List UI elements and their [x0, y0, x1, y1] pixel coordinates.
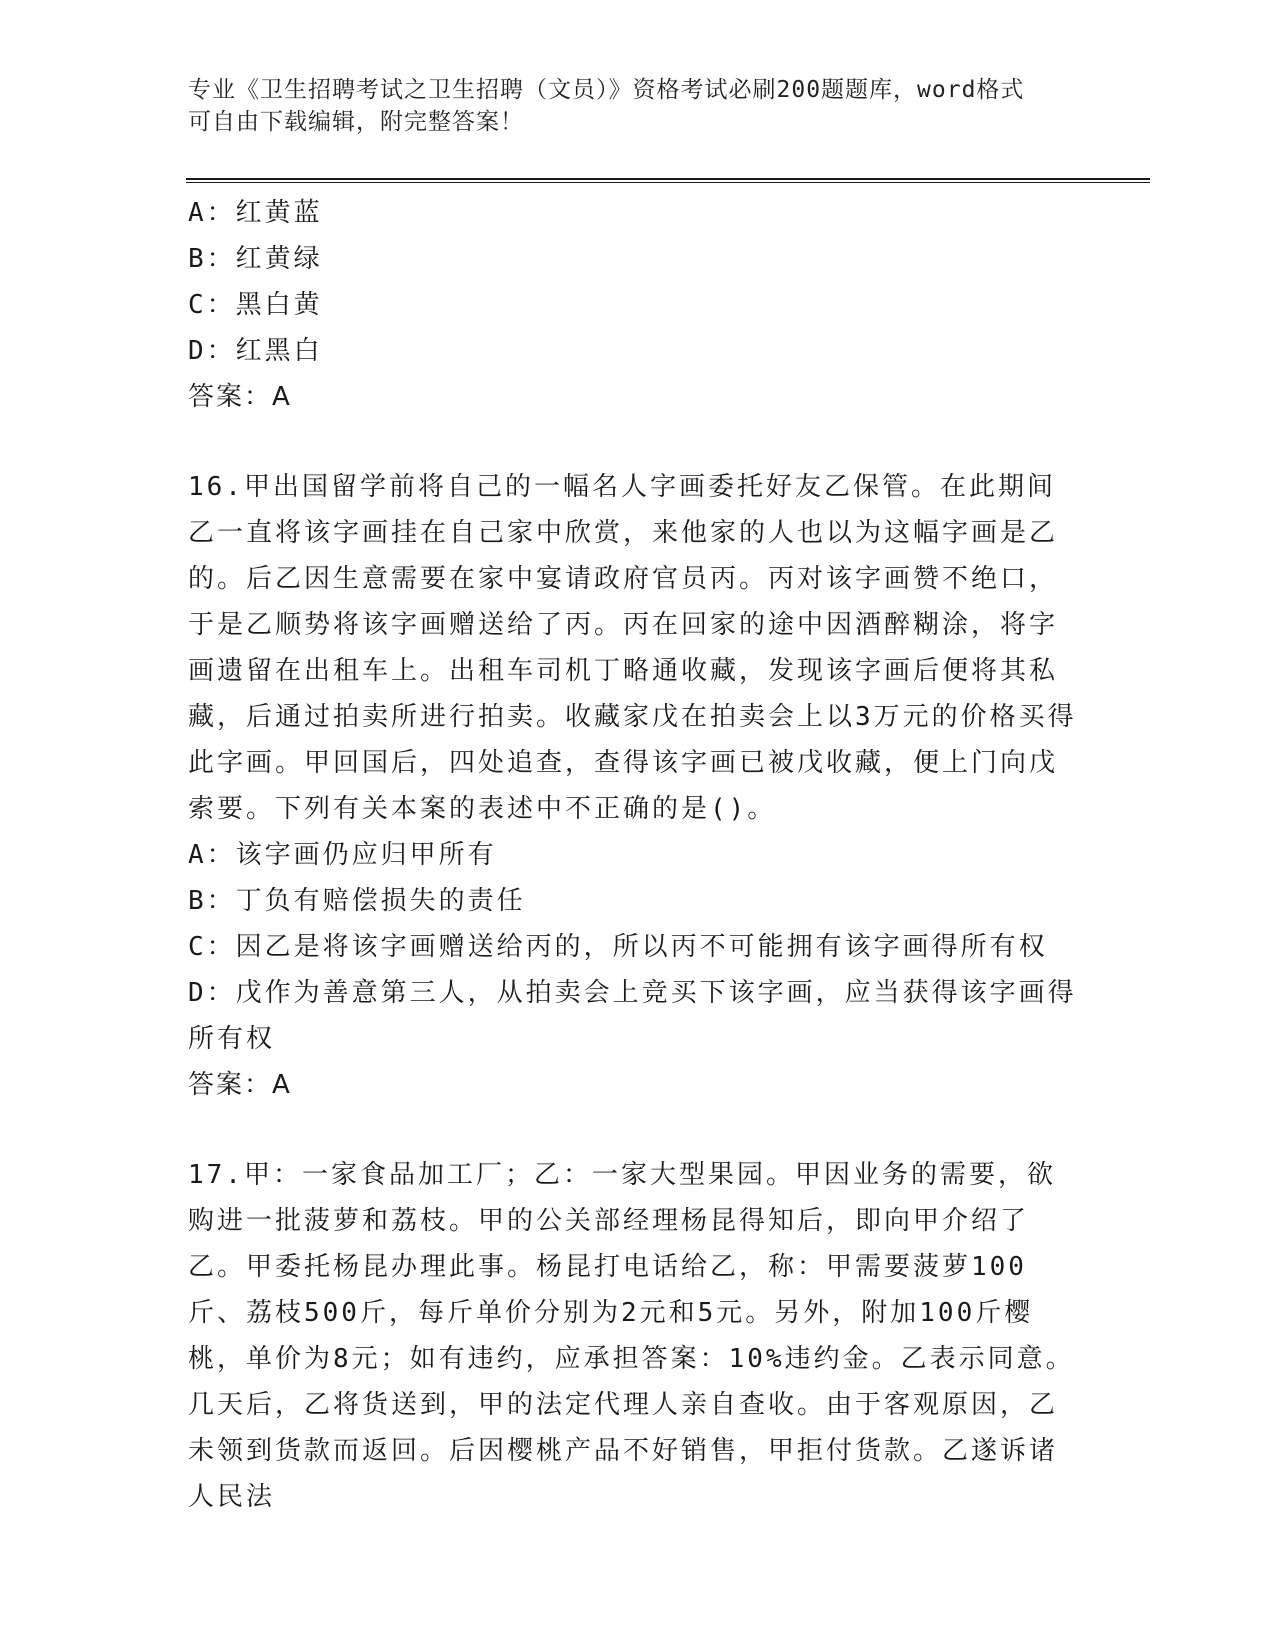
document-body — [188, 190, 1078, 1520]
q15-answer: 答案：A — [188, 382, 292, 412]
q17-stem: 17.甲：一家食品加工厂；乙：一家大型果园。甲因业务的需要，欲购进一批菠萝和荔枝。甲的公关部经理杨昆得知后，即向甲介绍了乙。甲委托杨昆办理此事。杨昆打电话给乙，称：甲需要菠萝100斤、荔枝500斤，每斤单价分别为2元和5元。另外，附加100斤樱桃，单价为8元；如有违约，应承担答案：10%违约金。乙表示同意。几天后，乙将货送到，甲的法定代理人亲自查收。由于客观原因，乙未领到货款而返回。后因樱桃产品不好销售，甲拒付货款。乙遂诉诸人民法 — [188, 1160, 1075, 1512]
header-divider-thick — [186, 178, 1150, 180]
spacer — [188, 1108, 1078, 1152]
q16-option-a: A：该字画仍应归甲所有 — [188, 840, 497, 870]
q16-option-b: B：丁负有赔偿损失的责任 — [188, 886, 526, 916]
q15-option-c: C：黑白黄 — [188, 290, 323, 320]
q16-option-d: D：戊作为善意第三人，从拍卖会上竞买下该字画，应当获得该字画得所有权 — [188, 978, 1077, 1054]
q15-option-a: A：红黄蓝 — [188, 198, 323, 228]
header-line-1: 专业《卫生招聘考试之卫生招聘（文员）》资格考试必刷200题题库，word格式 — [188, 77, 1025, 103]
header-divider-thin — [186, 182, 1150, 183]
q16-stem: 16.甲出国留学前将自己的一幅名人字画委托好友乙保管。在此期间乙一直将该字画挂在自己家中欣赏，来他家的人也以为这幅字画是乙的。后乙因生意需要在家中宴请政府官员丙。丙对该字画赞不绝口，于是乙顺势将该字画赠送给了丙。丙在回家的途中因酒醉糊涂，将字画遗留在出租车上。出租车司机丁略通收藏，发现该字画后便将其私藏，后通过拍卖所进行拍卖。收藏家戊在拍卖会上以3万元的价格买得此字画。甲回国后，四处追查，查得该字画已被戊收藏，便上门向戊索要。下列有关本案的表述中不正确的是()。 — [188, 472, 1077, 824]
q16-answer: 答案：A — [188, 1070, 292, 1100]
q16-option-c: C：因乙是将该字画赠送给丙的，所以丙不可能拥有该字画得所有权 — [188, 932, 1048, 962]
q15-option-b: B：红黄绿 — [188, 244, 323, 274]
spacer — [188, 420, 1078, 464]
header-line-2: 可自由下载编辑，附完整答案！ — [188, 109, 524, 135]
page-header — [188, 74, 1068, 138]
q15-option-d: D：红黑白 — [188, 336, 323, 366]
